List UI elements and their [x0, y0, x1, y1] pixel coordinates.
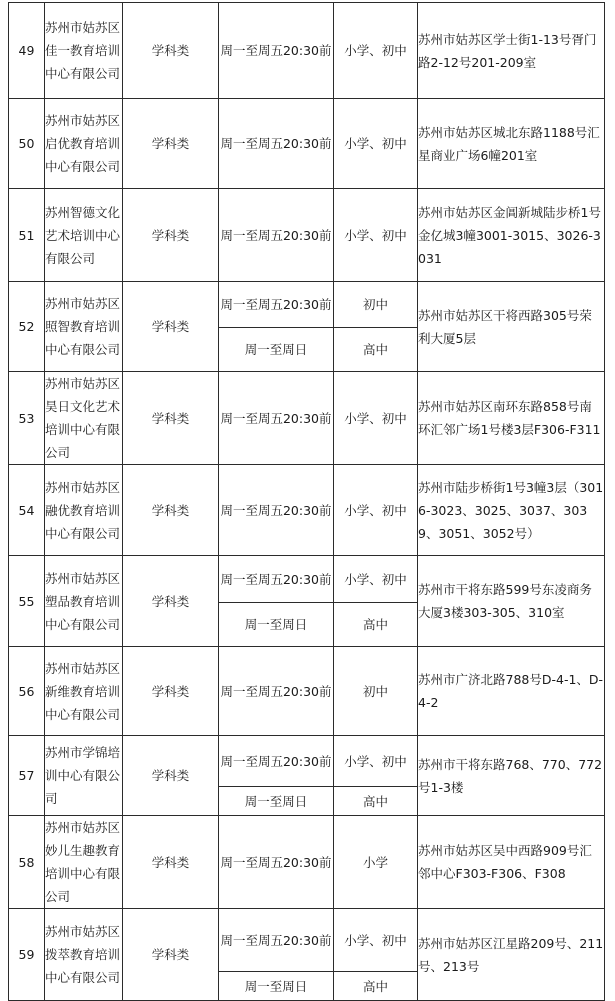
institution-name: 苏州智德文化艺术培训中心有限公司 — [45, 189, 123, 282]
category-cell: 学科类 — [123, 647, 219, 736]
address-cell: 苏州市姑苏区干将西路305号荣利大厦5层 — [418, 282, 605, 372]
schedule-cell: 周一至周五20:30前 — [219, 3, 334, 99]
address-cell: 苏州市姑苏区城北东路1188号汇星商业广场6幢201室 — [418, 99, 605, 189]
schedule-cell: 周一至周五20:30前 — [219, 816, 334, 909]
institution-name: 苏州市姑苏区融优教育培训中心有限公司 — [45, 465, 123, 556]
grade-level-cell: 高中 — [334, 603, 418, 647]
address-cell: 苏州市姑苏区学士街1-13号胥门路2-12号201-209室 — [418, 3, 605, 99]
category-cell: 学科类 — [123, 99, 219, 189]
grade-level-cell: 小学、初中 — [334, 372, 418, 465]
category-cell: 学科类 — [123, 816, 219, 909]
row-number: 56 — [9, 647, 45, 736]
institution-name: 苏州市姑苏区启优教育培训中心有限公司 — [45, 99, 123, 189]
institution-table — [8, 2, 605, 1001]
table-row — [9, 189, 605, 282]
schedule-cell: 周一至周五20:30前 — [219, 99, 334, 189]
schedule-cell: 周一至周日 — [219, 328, 334, 372]
row-number: 59 — [9, 909, 45, 1001]
grade-level-cell: 小学、初中 — [334, 909, 418, 972]
row-number: 49 — [9, 3, 45, 99]
schedule-cell: 周一至周日 — [219, 787, 334, 816]
address-cell: 苏州市干将东路768、770、772号1-3楼 — [418, 736, 605, 816]
grade-level-cell: 初中 — [334, 282, 418, 328]
schedule-cell: 周一至周五20:30前 — [219, 282, 334, 328]
grade-level-cell: 小学 — [334, 816, 418, 909]
table-row — [9, 3, 605, 99]
row-number: 54 — [9, 465, 45, 556]
grade-level-cell: 高中 — [334, 787, 418, 816]
schedule-cell: 周一至周五20:30前 — [219, 189, 334, 282]
schedule-cell: 周一至周五20:30前 — [219, 372, 334, 465]
category-cell: 学科类 — [123, 465, 219, 556]
table-row — [9, 816, 605, 909]
category-cell: 学科类 — [123, 372, 219, 465]
institution-name: 苏州市姑苏区照智教育培训中心有限公司 — [45, 282, 123, 372]
schedule-cell: 周一至周五20:30前 — [219, 736, 334, 787]
category-cell: 学科类 — [123, 3, 219, 99]
grade-level-cell: 小学、初中 — [334, 3, 418, 99]
schedule-cell: 周一至周日 — [219, 972, 334, 1001]
address-cell: 苏州市广济北路788号D-4-1、D-4-2 — [418, 647, 605, 736]
row-number: 50 — [9, 99, 45, 189]
table-row — [9, 282, 605, 328]
table-row — [9, 99, 605, 189]
row-number: 53 — [9, 372, 45, 465]
address-cell: 苏州市姑苏区吴中西路909号汇邻中心F303-F306、F308 — [418, 816, 605, 909]
grade-level-cell: 小学、初中 — [334, 189, 418, 282]
row-number: 51 — [9, 189, 45, 282]
table-row — [9, 372, 605, 465]
row-number: 52 — [9, 282, 45, 372]
institution-name: 苏州市姑苏区拨萃教育培训中心有限公司 — [45, 909, 123, 1001]
schedule-cell: 周一至周五20:30前 — [219, 465, 334, 556]
institution-name: 苏州市姑苏区新维教育培训中心有限公司 — [45, 647, 123, 736]
category-cell: 学科类 — [123, 736, 219, 816]
row-number: 55 — [9, 556, 45, 647]
address-cell: 苏州市姑苏区金阊新城陆步桥1号金亿城3幢3001-3015、3026-3031 — [418, 189, 605, 282]
table-row — [9, 736, 605, 787]
category-cell: 学科类 — [123, 556, 219, 647]
grade-level-cell: 高中 — [334, 972, 418, 1001]
institution-name: 苏州市姑苏区妙儿生趣教育培训中心有限公司 — [45, 816, 123, 909]
schedule-cell: 周一至周五20:30前 — [219, 909, 334, 972]
address-cell: 苏州市陆步桥街1号3幢3层（3016-3023、3025、3037、3039、3051、3052号） — [418, 465, 605, 556]
table-row — [9, 647, 605, 736]
row-number: 57 — [9, 736, 45, 816]
institution-name: 苏州市姑苏区昊日文化艺术培训中心有限公司 — [45, 372, 123, 465]
institution-name: 苏州市姑苏区塑品教育培训中心有限公司 — [45, 556, 123, 647]
grade-level-cell: 小学、初中 — [334, 465, 418, 556]
table-row — [9, 556, 605, 603]
row-number: 58 — [9, 816, 45, 909]
grade-level-cell: 高中 — [334, 328, 418, 372]
schedule-cell: 周一至周五20:30前 — [219, 556, 334, 603]
address-cell: 苏州市干将东路599号东凌商务大厦3楼303-305、310室 — [418, 556, 605, 647]
grade-level-cell: 小学、初中 — [334, 556, 418, 603]
address-cell: 苏州市姑苏区南环东路858号南环汇邻广场1号楼3层F306-F311 — [418, 372, 605, 465]
grade-level-cell: 小学、初中 — [334, 736, 418, 787]
grade-level-cell: 小学、初中 — [334, 99, 418, 189]
table-body — [9, 3, 605, 1001]
address-cell: 苏州市姑苏区江星路209号、211号、213号 — [418, 909, 605, 1001]
table-row — [9, 465, 605, 556]
institution-name: 苏州市姑苏区佳一教育培训中心有限公司 — [45, 3, 123, 99]
category-cell: 学科类 — [123, 282, 219, 372]
institution-name: 苏州市学锦培训中心有限公司 — [45, 736, 123, 816]
table-row — [9, 909, 605, 972]
grade-level-cell: 初中 — [334, 647, 418, 736]
category-cell: 学科类 — [123, 909, 219, 1001]
schedule-cell: 周一至周日 — [219, 603, 334, 647]
schedule-cell: 周一至周五20:30前 — [219, 647, 334, 736]
category-cell: 学科类 — [123, 189, 219, 282]
